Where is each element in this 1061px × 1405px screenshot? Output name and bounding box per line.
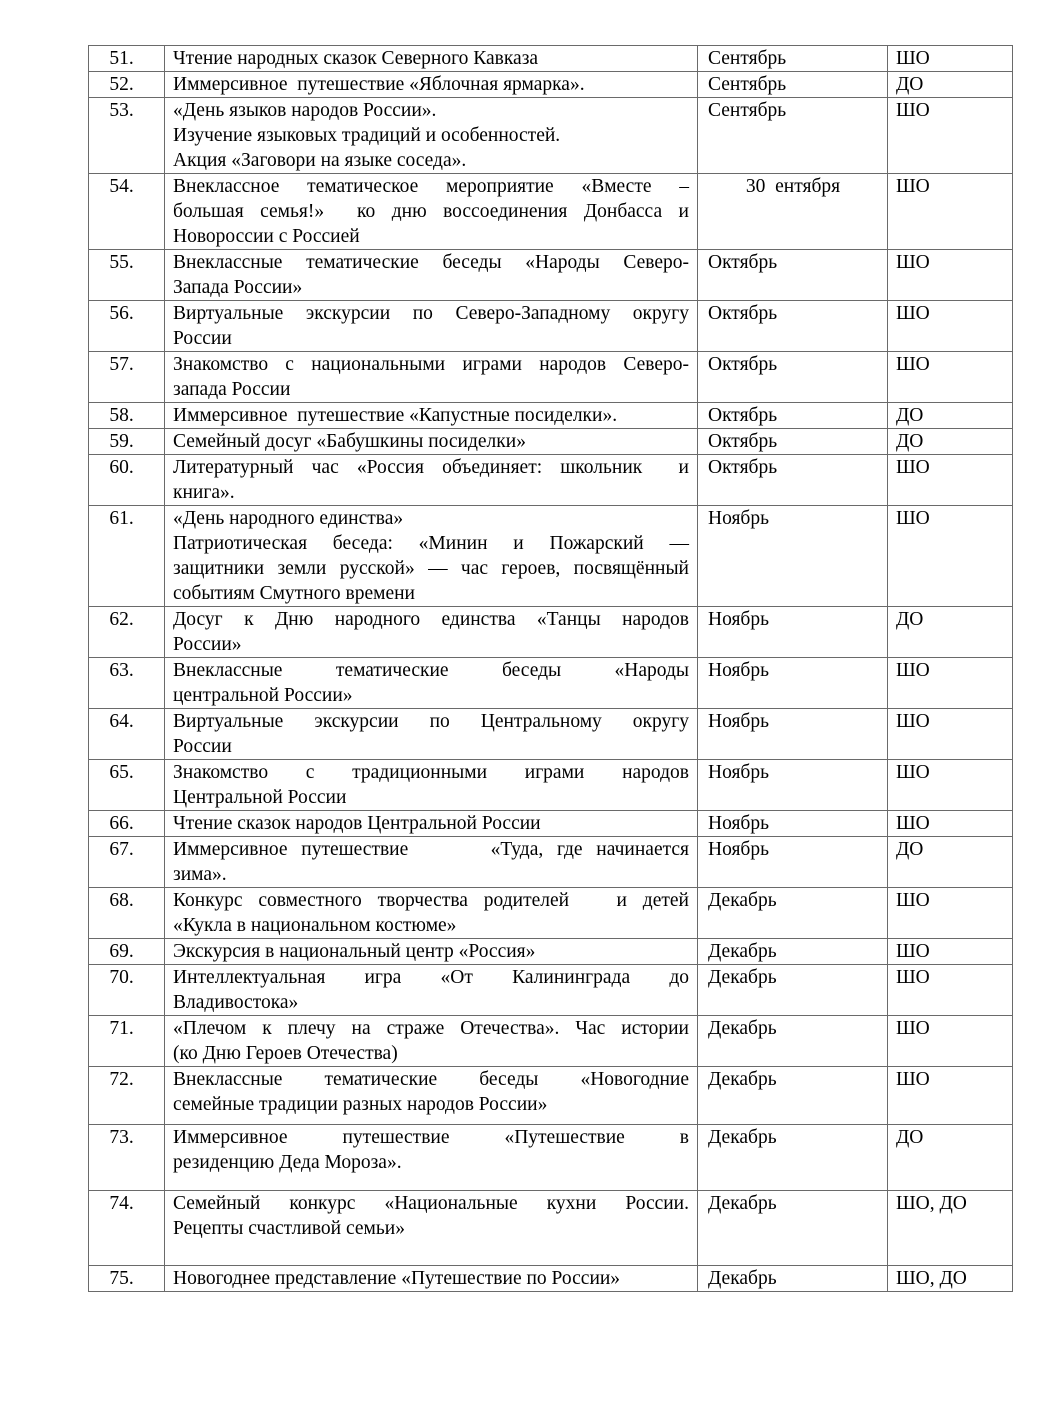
- table-row: [89, 709, 1013, 760]
- event-date: Октябрь: [698, 352, 888, 403]
- event-name-line: резиденцию Деда Мороза».: [173, 1152, 402, 1173]
- event-date: Декабрь: [698, 888, 888, 939]
- event-name: [165, 46, 698, 72]
- table-row: [89, 1067, 1013, 1125]
- event-date: Ноябрь: [698, 811, 888, 837]
- row-number: 60.: [89, 455, 165, 506]
- event-date: Октябрь: [698, 455, 888, 506]
- table-row: [89, 506, 1013, 607]
- event-name-line: Изучение языковых традиций и особенностей.: [173, 125, 561, 146]
- event-name-line: «Плечом к плечу на страже Отечества». Час истории: [173, 1018, 689, 1039]
- table-row: [89, 1016, 1013, 1067]
- event-date: Ноябрь: [698, 760, 888, 811]
- event-name-line: запада России: [173, 379, 291, 400]
- event-name: [165, 1191, 698, 1266]
- row-number: 66.: [89, 811, 165, 837]
- table-row: [89, 98, 1013, 174]
- table-row: [89, 658, 1013, 709]
- event-name: [165, 250, 698, 301]
- event-date: Декабрь: [698, 1016, 888, 1067]
- event-date: Декабрь: [698, 965, 888, 1016]
- event-name: [165, 1016, 698, 1067]
- event-name: [165, 888, 698, 939]
- row-number: 63.: [89, 658, 165, 709]
- table-row: [89, 1191, 1013, 1266]
- event-audience: ДО: [888, 72, 1013, 98]
- table-row: [89, 455, 1013, 506]
- event-name-line: Экскурсия в национальный центр «Россия»: [173, 941, 536, 962]
- row-number: 68.: [89, 888, 165, 939]
- event-audience: ШО: [888, 301, 1013, 352]
- event-name-line: России: [173, 328, 232, 349]
- event-name-line: Литературный час «Россия объединяет: школьник и: [173, 457, 689, 478]
- row-number: 67.: [89, 837, 165, 888]
- event-name-line: Семейный досуг «Бабушкины посиделки»: [173, 431, 526, 452]
- event-name-line: Внеклассное тематическое мероприятие «Вместе –: [173, 176, 689, 197]
- event-date: 30 ентября: [698, 174, 888, 250]
- table-row: [89, 46, 1013, 72]
- event-name-line: Чтение народных сказок Северного Кавказа: [173, 48, 539, 69]
- event-date: Декабрь: [698, 1067, 888, 1125]
- event-date: Сентябрь: [698, 98, 888, 174]
- event-name: [165, 811, 698, 837]
- row-number: 56.: [89, 301, 165, 352]
- table-row: [89, 965, 1013, 1016]
- table-row: [89, 1125, 1013, 1191]
- event-name-line: «День народного единства»: [173, 508, 404, 529]
- row-number: 74.: [89, 1191, 165, 1266]
- event-name-line: Иммерсивное путешествие «Туда, где начинается: [173, 839, 689, 860]
- event-name-line: семейные традиции разных народов России»: [173, 1094, 548, 1115]
- event-name-line: Знакомство с традиционными играми народов: [173, 762, 689, 783]
- event-date: Октябрь: [698, 301, 888, 352]
- event-date: Декабрь: [698, 1191, 888, 1266]
- table-row: [89, 72, 1013, 98]
- row-number: 70.: [89, 965, 165, 1016]
- table-row: [89, 1266, 1013, 1292]
- event-name-line: Интеллектуальная игра «От Калининграда до: [173, 967, 689, 988]
- event-name-line: Внеклассные тематические беседы «Народы Северо-: [173, 252, 689, 273]
- event-audience: ШО: [888, 760, 1013, 811]
- row-number: 72.: [89, 1067, 165, 1125]
- event-audience: ШО: [888, 939, 1013, 965]
- event-audience: ШО: [888, 250, 1013, 301]
- event-audience: ШО: [888, 174, 1013, 250]
- event-audience: ШО, ДО: [888, 1266, 1013, 1292]
- event-name: [165, 98, 698, 174]
- event-name: [165, 837, 698, 888]
- event-audience: ШО: [888, 658, 1013, 709]
- event-audience: ШО: [888, 506, 1013, 607]
- event-date: Декабрь: [698, 939, 888, 965]
- event-name-line: Внеклассные тематические беседы «Новогодние: [173, 1069, 689, 1090]
- event-name-line: Иммерсивное путешествие «Яблочная ярмарка».: [173, 74, 585, 95]
- event-name-line: зима».: [173, 864, 227, 885]
- event-date: Октябрь: [698, 403, 888, 429]
- table-row: [89, 760, 1013, 811]
- event-name-line: России»: [173, 634, 242, 655]
- row-number: 51.: [89, 46, 165, 72]
- event-date: Ноябрь: [698, 607, 888, 658]
- event-audience: ШО: [888, 352, 1013, 403]
- event-name-line: Чтение сказок народов Центральной России: [173, 813, 541, 834]
- event-name: [165, 174, 698, 250]
- event-date: Октябрь: [698, 250, 888, 301]
- event-date: Декабрь: [698, 1125, 888, 1191]
- document-page: [88, 45, 1012, 1292]
- event-audience: ШО, ДО: [888, 1191, 1013, 1266]
- table-row: [89, 250, 1013, 301]
- event-name: [165, 403, 698, 429]
- row-number: 61.: [89, 506, 165, 607]
- event-name-line: Виртуальные экскурсии по Северо-Западному округу: [173, 303, 689, 324]
- event-name-line: Конкурс совместного творчества родителей и детей: [173, 890, 689, 911]
- event-audience: ШО: [888, 98, 1013, 174]
- event-name-line: Рецепты счастливой семьи»: [173, 1218, 405, 1239]
- table-row: [89, 607, 1013, 658]
- event-date: Сентябрь: [698, 72, 888, 98]
- event-audience: ДО: [888, 403, 1013, 429]
- event-name-line: Внеклассные тематические беседы «Народы: [173, 660, 689, 681]
- event-name: [165, 1067, 698, 1125]
- event-name-line: защитники земли русской» — час героев, посвящённый: [173, 558, 689, 579]
- event-name-line: «Кукла в национальном костюме»: [173, 915, 457, 936]
- row-number: 57.: [89, 352, 165, 403]
- row-number: 71.: [89, 1016, 165, 1067]
- event-audience: ШО: [888, 709, 1013, 760]
- row-number: 64.: [89, 709, 165, 760]
- event-audience: ДО: [888, 429, 1013, 455]
- row-number: 73.: [89, 1125, 165, 1191]
- event-audience: ШО: [888, 1016, 1013, 1067]
- row-number: 65.: [89, 760, 165, 811]
- row-number: 62.: [89, 607, 165, 658]
- event-name-line: Акция «Заговори на языке соседа».: [173, 150, 467, 171]
- event-name-line: Иммерсивное путешествие «Путешествие в: [173, 1127, 689, 1148]
- row-number: 54.: [89, 174, 165, 250]
- event-name: [165, 1266, 698, 1292]
- event-name-line: Патриотическая беседа: «Минин и Пожарский —: [173, 533, 689, 554]
- table-row: [89, 174, 1013, 250]
- row-number: 55.: [89, 250, 165, 301]
- event-name-line: Новороссии с Россией: [173, 226, 360, 247]
- events-table-body: [89, 46, 1013, 1292]
- event-audience: ШО: [888, 1067, 1013, 1125]
- event-name-line: Знакомство с национальными играми народов Северо-: [173, 354, 689, 375]
- event-name: [165, 939, 698, 965]
- table-row: [89, 352, 1013, 403]
- event-name: [165, 455, 698, 506]
- row-number: 69.: [89, 939, 165, 965]
- event-name: [165, 72, 698, 98]
- table-row: [89, 403, 1013, 429]
- event-name: [165, 607, 698, 658]
- row-number: 75.: [89, 1266, 165, 1292]
- event-name-line: центральной России»: [173, 685, 353, 706]
- event-name: [165, 658, 698, 709]
- event-name-line: книга».: [173, 482, 235, 503]
- event-date: Декабрь: [698, 1266, 888, 1292]
- event-name-line: России: [173, 736, 232, 757]
- row-number: 58.: [89, 403, 165, 429]
- event-name: [165, 965, 698, 1016]
- event-date: Октябрь: [698, 429, 888, 455]
- event-name-line: Запада России»: [173, 277, 303, 298]
- event-name-line: «День языков народов России».: [173, 100, 437, 121]
- event-name: [165, 429, 698, 455]
- table-row: [89, 939, 1013, 965]
- event-name-line: Досуг к Дню народного единства «Танцы народов: [173, 609, 689, 630]
- event-date: Ноябрь: [698, 506, 888, 607]
- event-name: [165, 709, 698, 760]
- event-date: Ноябрь: [698, 709, 888, 760]
- table-row: [89, 429, 1013, 455]
- event-name: [165, 506, 698, 607]
- event-name-line: Иммерсивное путешествие «Капустные посиделки».: [173, 405, 618, 426]
- events-table: [88, 45, 1013, 1292]
- event-name: [165, 760, 698, 811]
- table-row: [89, 811, 1013, 837]
- event-name: [165, 301, 698, 352]
- event-audience: ШО: [888, 46, 1013, 72]
- event-audience: ШО: [888, 965, 1013, 1016]
- event-name-line: событиям Смутного времени: [173, 583, 415, 604]
- table-row: [89, 888, 1013, 939]
- event-audience: ШО: [888, 455, 1013, 506]
- event-date: Ноябрь: [698, 658, 888, 709]
- event-name-line: Новогоднее представление «Путешествие по России»: [173, 1268, 621, 1289]
- event-audience: ДО: [888, 607, 1013, 658]
- row-number: 52.: [89, 72, 165, 98]
- event-name-line: (ко Дню Героев Отечества): [173, 1043, 398, 1064]
- event-audience: ШО: [888, 811, 1013, 837]
- row-number: 59.: [89, 429, 165, 455]
- event-date: Сентябрь: [698, 46, 888, 72]
- event-name-line: Семейный конкурс «Национальные кухни России.: [173, 1193, 689, 1214]
- table-row: [89, 301, 1013, 352]
- event-name-line: Владивостока»: [173, 992, 299, 1013]
- event-name-line: Виртуальные экскурсии по Центральному округу: [173, 711, 689, 732]
- event-audience: ДО: [888, 837, 1013, 888]
- row-number: 53.: [89, 98, 165, 174]
- event-name: [165, 1125, 698, 1191]
- event-name-line: большая семья!» ко дню воссоединения Донбасса и: [173, 201, 689, 222]
- event-name: [165, 352, 698, 403]
- event-audience: ДО: [888, 1125, 1013, 1191]
- table-row: [89, 837, 1013, 888]
- event-name-line: Центральной России: [173, 787, 347, 808]
- event-audience: ШО: [888, 888, 1013, 939]
- event-date: Ноябрь: [698, 837, 888, 888]
